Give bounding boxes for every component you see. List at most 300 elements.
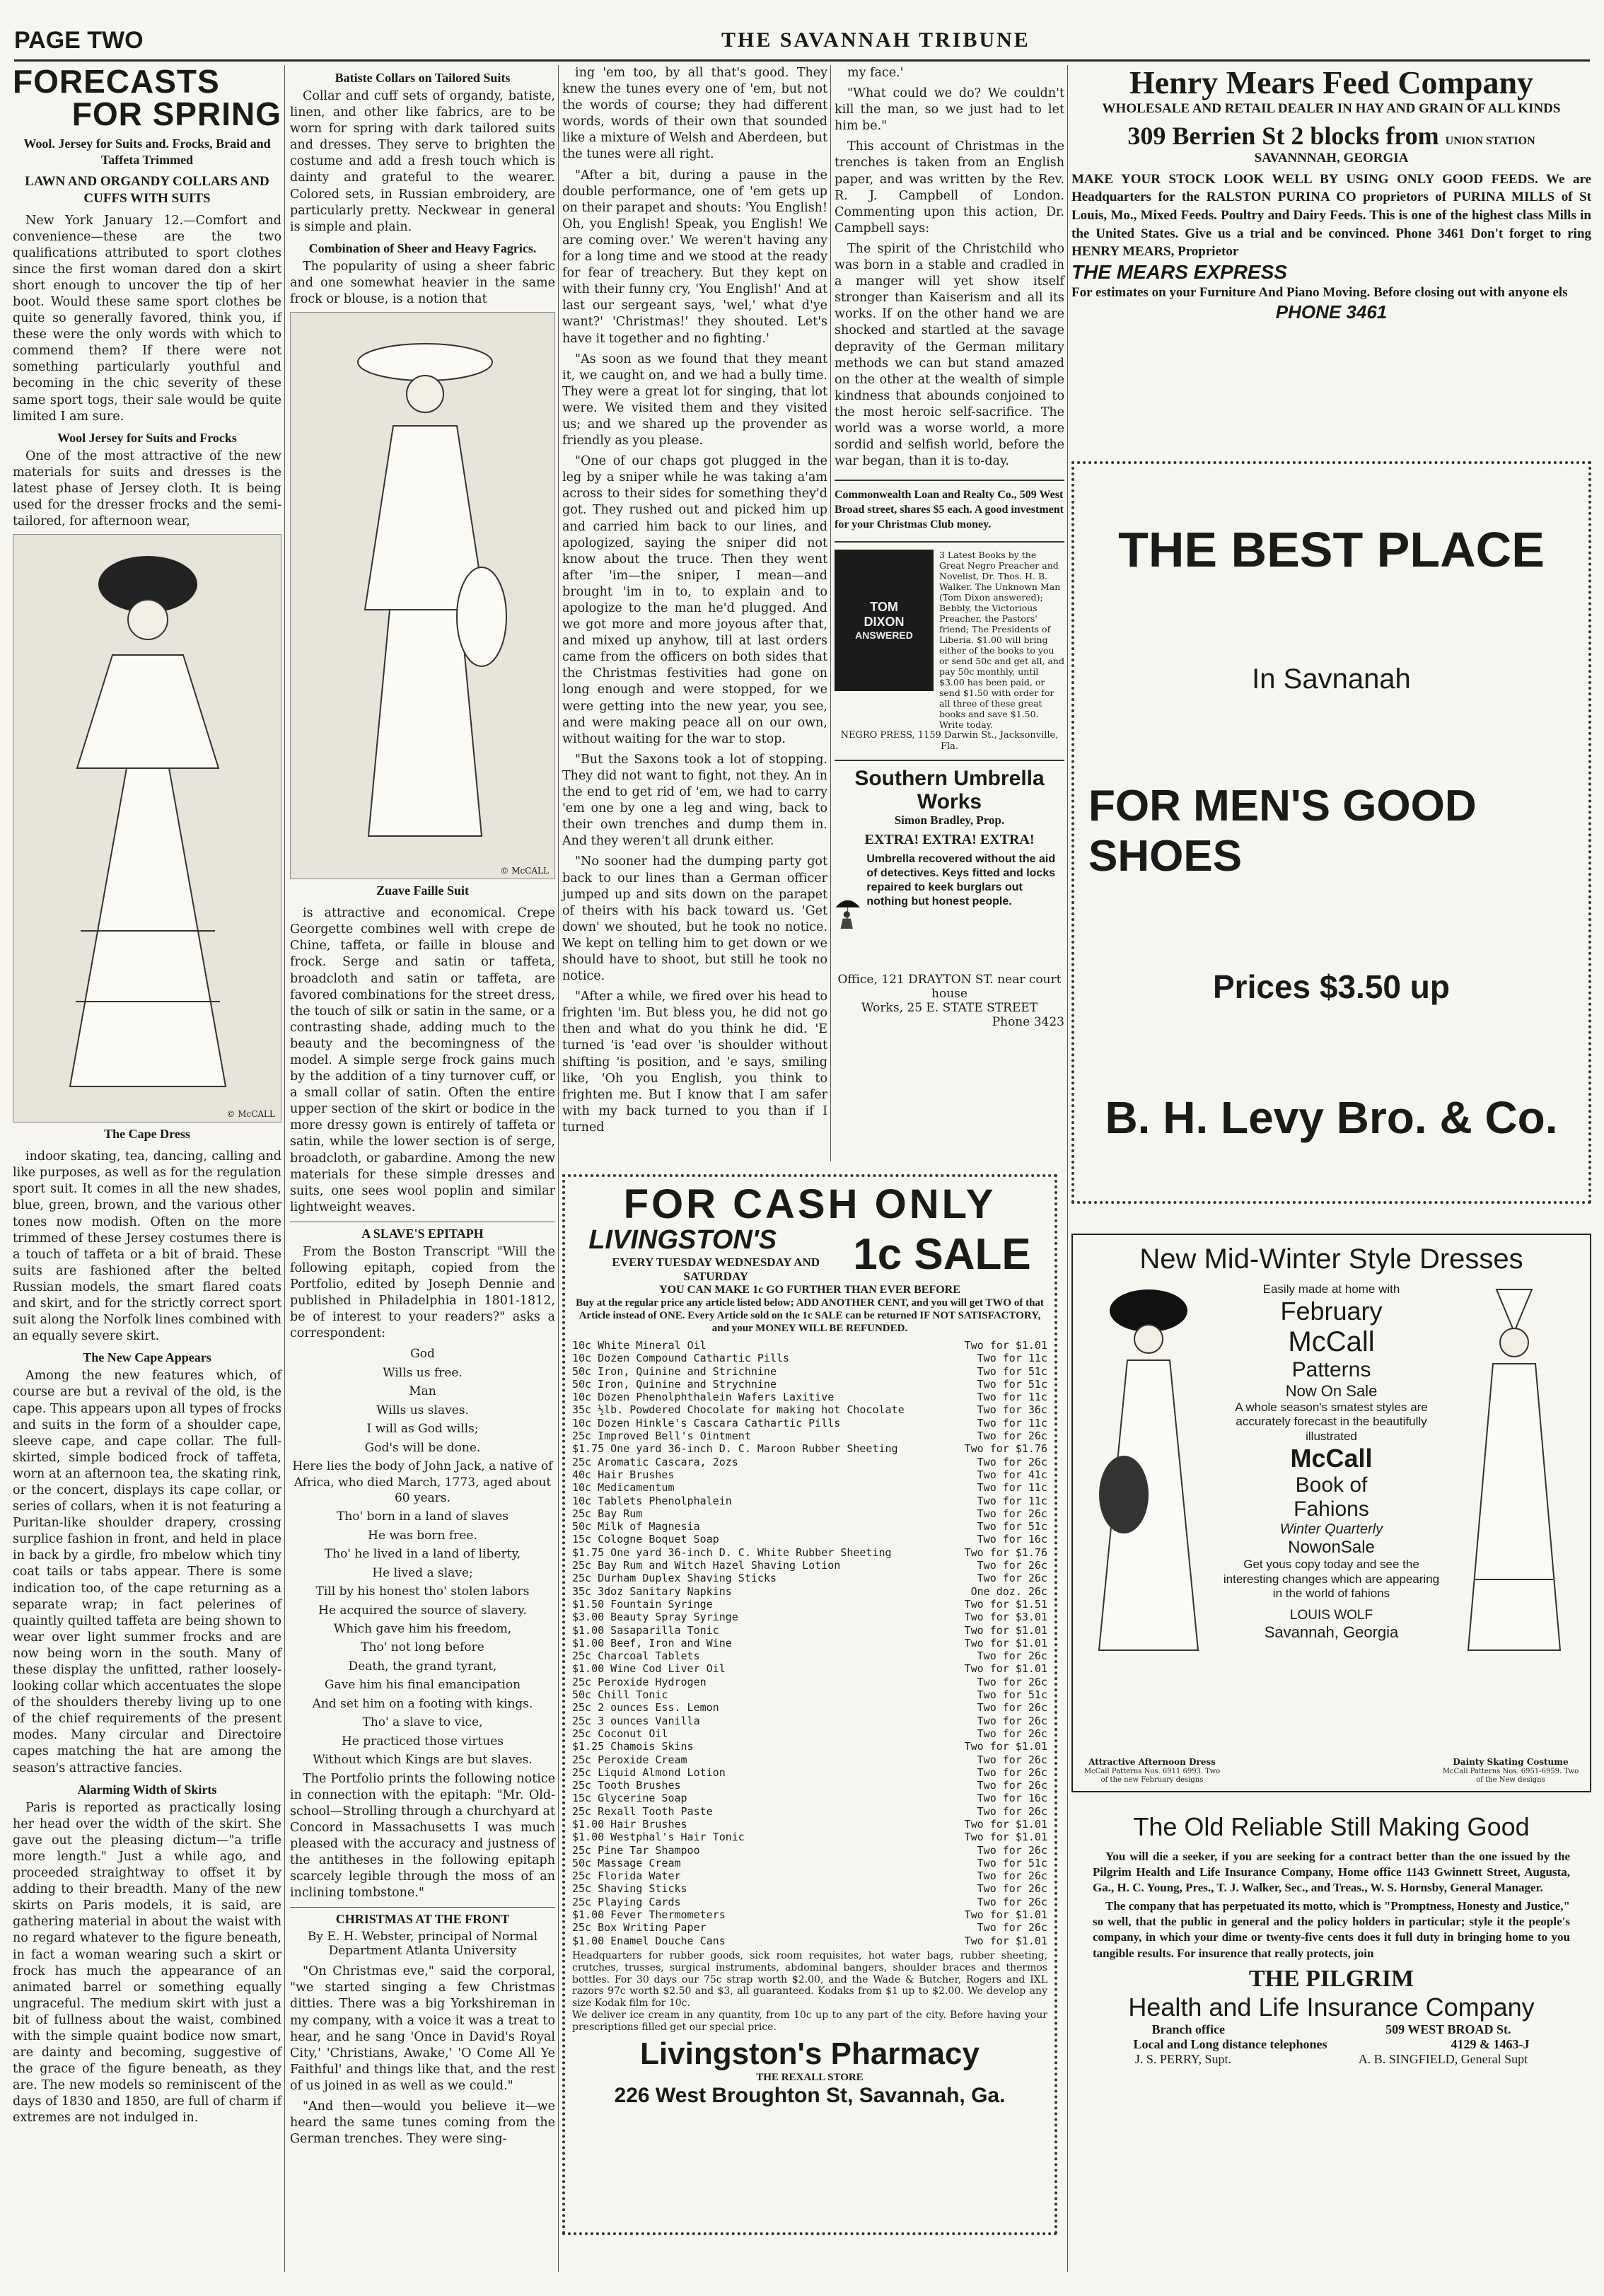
article-paragraph: "On Christmas eve," said the corporal, "we started singing a few Christmas ditties. There was a big Yorkshireman in my company, with a voice it was a treat to hear, and he sang 'Once in David's Royal City,' 'Christians, Awake,' 'O Come All Ye Faithful' and things like that, and the rest of us joined in as well as we could." (290, 1964, 555, 2093)
book-ad (835, 541, 1064, 730)
sale-item-row (572, 1688, 1047, 1701)
poem-line: God's will be done. (364, 1440, 481, 1455)
sale-item-row (572, 1365, 1047, 1378)
sale-item-price: Two for 26c (977, 1766, 1047, 1779)
column-rule (558, 65, 559, 2272)
poem-line: He was born free. (368, 1528, 477, 1543)
subheadline: Wool. Jersey for Suits and. Frocks, Braid and Taffeta Trimmed (23, 137, 271, 167)
levy-ad (1071, 461, 1591, 1204)
sale-item-row (572, 1869, 1047, 1882)
poem-line: And set him on a footing with kings. (312, 1696, 533, 1711)
poem-line: I will as God wills; (366, 1422, 479, 1437)
sale-item-name: 10c Dozen Hinkle's Cascara Cathartic Pills (572, 1416, 841, 1430)
article-paragraph: Among the new features which, of course are but a revival of the old, is the cape. This appears upon all types of frocks and suits in the form of a shoulder cape, sleeve cape, and cape collar. The full-skirted, simple bodiced frock of taffeta, worn at an afternoon tea, the skating rink, or the concert, displays its cape collar, or series of collars, when it is not featuring a Puritan-like shoulder drapery, crossing surplice fashion in front, and held in place in back by a girdle, fro mbelow which tiny coat tails or tabs appear. There is some indication too, of the cape returning as a separate wrap; in fact pelerines of quaintly quilted taffeta are being shown to wear over light summer frocks and are now being worn in the south. Many of these display the unfitted, rather loosely-looking collar which accentuates the slope of the shoulders thereby living up to one of the chief requirements of the present modes. Many circular and Directoire capes matching the hat are among the season's attractive fancies. (13, 1369, 281, 1775)
pharmacy-subtitle: THE REXALL STORE (756, 2071, 864, 2083)
loan-ad-text: Commonwealth Loan and Realty Co., 509 West Broad street, shares $5 each. A good investment for your Christmas Club money. (835, 489, 1064, 530)
sale-item-name: 40c Hair Brushes (572, 1468, 675, 1481)
sale-item-price: Two for 26c (977, 1869, 1047, 1883)
mccall-line: A whole season's smatest styles are accurately forecast in the beautifully illustrated (1235, 1401, 1428, 1443)
book-cover-line: ANSWERED (855, 629, 913, 641)
sale-item-name: 25c Aromatic Cascara, 2ozs (572, 1455, 738, 1468)
umbrella-proprietor: Simon Bradley, Prop. (894, 813, 1005, 828)
column-christmas (562, 65, 827, 1140)
sale-item-price: Two for 11c (977, 1416, 1047, 1430)
sale-item-list (572, 1339, 1047, 1947)
sale-item-price: Two for 26c (977, 1804, 1047, 1818)
sale-item-price: Two for $1.76 (964, 1442, 1047, 1456)
mccall-caption-right: Dainty Skating Costume (1453, 1757, 1569, 1768)
section-heading: Batiste Collars on Tailored Suits (335, 71, 511, 85)
article-paragraph: "After a bit, during a pause in the double performance, one of 'em gets up on their parapet and shouts: 'You English! Oh, you English! Speak, you English! We are coming over.' We weren't having any for a long time and we stood at the ready for fear of treachery. But they kept on with their funny cry, 'You English!' And at last our sergeant says, 'wel,' what d'ye want?' 'Christmas!' they shouted. Let's have it together and no fighting.' (562, 168, 827, 346)
sale-terms: Buy at the regular price any article listed below; ADD ANOTHER CENT, and you will get TWO of that Article instead of ONE. Every Article sold on the 1c SALE can be returned IF NOT SATISFACTORY, and your MONEY WILL BE REFUNDED. (576, 1297, 1044, 1334)
book-cover (835, 550, 934, 691)
pilgrim-supt: J. S. PERRY, Supt. (1134, 2051, 1232, 2066)
illustration-caption: Zuave Faille Suit (376, 883, 469, 898)
poem-line: Tho' born in a land of slaves (337, 1509, 508, 1524)
sale-footer: We deliver ice cream in any quantity, from 10c up to any part of the city. Before having your prescriptions filled get our special price. (572, 2009, 1047, 2033)
sale-item-row (572, 1662, 1047, 1675)
sale-item-price: Two for 16c (977, 1792, 1047, 1805)
pilgrim-paragraph: The company that has perpetuated its motto, which is "Promptness, Honesty and Justice," so well, that the public in general and the policy holders in particular; style it the people's company, in which your dime or twenty-five cents does it full duty in bringing home to you tangible results. For insurence that really protects, join (1093, 1899, 1570, 1960)
suit-figure-icon (291, 313, 554, 877)
pharmacy-name: Livingston's Pharmacy (640, 2036, 980, 2071)
sale-item-row (572, 1391, 1047, 1403)
sale-item-price: Two for 11c (977, 1481, 1047, 1495)
sale-item-row (572, 1572, 1047, 1584)
sale-item-price: Two for $1.01 (964, 1636, 1047, 1649)
mears-ad (1071, 65, 1591, 433)
article-paragraph: New York January 12.—Comfort and convenience—these are the two qualifications attributed to sport clothes since the first woman dared don a skirt short enough to uncover the tip of her boot. Would these same sport clothes be quite so generally favored, think you, if these were the only words with which to commend them? If there were not something particularly youthful and becoming in the chic severity of these same sport togs, their sale would be quite limited I am sure. (13, 213, 281, 424)
sale-item-price: Two for 36c (977, 1403, 1047, 1417)
section-heading: Combination of Sheer and Heavy Fagrics. (308, 240, 537, 255)
sale-item-row (572, 1598, 1047, 1611)
sale-item-name: 25c Playing Cards (572, 1895, 681, 1908)
mccall-text (1223, 1282, 1440, 1678)
mccall-line: Get yous copy today and see the interesting changes which are appearing in the world of fahions (1223, 1558, 1440, 1600)
pilgrim-paragraph: You will die a seeker, if you are seeking for a contract better than the one issued by the Pilgrim Health and Life Insurance Company, Home office 1143 Gwinnett Street, Augusta, Ga., H. C. Young, Pres., T. J. Walker, Sec., and Treas., W. S. Hornsby, General Manager. (1093, 1850, 1570, 1895)
sale-item-name: 50c Milk of Magnesia (572, 1520, 700, 1533)
poem-line: Death, the grand tyrant, (348, 1659, 497, 1674)
sale-item-price: Two for $1.51 (964, 1597, 1047, 1611)
pilgrim-company: Health and Life Insurance Company (1128, 1992, 1535, 2022)
article-paragraph: "After a while, we fired over his head to frighten 'im. But bless you, he did not go then and what do you think he did. 'E turned 'is 'ead over 'is shoulder without shifting 'is position, and 'e says, smiling like, 'Oh you English, you think to frighten me. But I know that I am safer with my back turned to you than if I turned (562, 990, 827, 1135)
mears-city: SAVANNNAH, GEORGIA (1254, 150, 1409, 166)
poem-line: Tho' not long before (361, 1640, 484, 1655)
cash-only-title: FOR CASH ONLY (623, 1181, 996, 1227)
sale-item-row (572, 1831, 1047, 1843)
mears-express: THE MEARS EXPRESS (1071, 260, 1287, 283)
mccall-line: Fahions (1294, 1497, 1369, 1521)
umbrella-office: Office, 121 DRAYTON ST. near court house (837, 973, 1062, 1002)
poem-line: Wills us slaves. (376, 1403, 469, 1417)
sale-item-price: Two for 11c (977, 1494, 1047, 1507)
sale-item-row (572, 1559, 1047, 1572)
pilgrim-ad (1071, 1812, 1591, 2067)
sale-item-name: 25c Peroxide Cream (572, 1753, 687, 1766)
sale-item-row (572, 1935, 1047, 1947)
article-paragraph: The spirit of the Christchild who was born in a stable and cradled in a manger will yet show itself stronger than Kaiserism and all its works. If on the other hand we are shocked and startled at the savage depravity of the German military methods we can but stand amazed on the other at the wealth of simple kindness that abounds conjoined to the most heroic self-sacrifice. The world was a worse world, a more sordid and selfish world, before the war began, than it is to-day. (835, 241, 1064, 469)
sale-item-name: 25c Peroxide Hydrogen (572, 1675, 707, 1688)
mccall-line: McCall (1288, 1326, 1375, 1357)
article-paragraph: The popularity of using a sheer fabric and one somewhat heavier in the same frock or blouse, is a notion that (290, 259, 555, 307)
sale-item-name: 25c Durham Duplex Shaving Sticks (572, 1572, 777, 1585)
sale-title: 1c SALE (853, 1230, 1031, 1279)
umbrella-works: Works, 25 E. STATE STREET (861, 1001, 1038, 1016)
sale-item-price: Two for 26c (977, 1559, 1047, 1572)
cape-dress-illustration (13, 534, 281, 1123)
mccall-line: Winter Quarterly (1279, 1521, 1383, 1538)
poem-line: Which gave him his freedom, (333, 1622, 512, 1637)
poem-line: Till by his honest tho' stolen labors (315, 1584, 530, 1599)
section-heading: CHRISTMAS AT THE FRONT (290, 1907, 555, 1927)
sale-item-name: 25c Bay Rum (572, 1507, 643, 1520)
sale-item-price: Two for 26c (977, 1507, 1047, 1520)
article-paragraph: my face.' (847, 66, 904, 80)
pilgrim-name: THE PILGRIM (1248, 1965, 1414, 1992)
article-paragraph: "And then—would you believe it—we heard the same tunes coming from the German trenches. They were sing- (290, 2099, 555, 2147)
mccall-caption-right-sub: McCall Patterns Nos. 6951-6959. Two of the New designs (1442, 1768, 1579, 1784)
sale-item-row (572, 1649, 1047, 1662)
sale-item-row (572, 1637, 1047, 1649)
sale-item-price: Two for 26c (977, 1843, 1047, 1857)
sale-item-row (572, 1792, 1047, 1804)
poem-line: Here lies the body of John Jack, a native of Africa, who died March, 1773, aged about 60 years. (292, 1459, 553, 1505)
subheadline-collars: LAWN AND ORGANDY COLLARS AND CUFFS WITH SUITS (25, 174, 269, 206)
livingston-sale-ad (562, 1174, 1057, 2235)
sale-item-name: $1.00 Sasaparilla Tonic (572, 1623, 719, 1637)
book-publisher: NEGRO PRESS, 1159 Darwin St., Jacksonville, Fla. (840, 729, 1059, 752)
sale-footer: Headquarters for rubber goods, sick room requisites, hot water bags, rubber sheeting, crutches, trusses, surgical instruments, abdominal bangers, shoulder braces and thermos bottles. For 30 days our 75c strap worth $2.00, and the Wade & Butcher, Rogers and IXL razors 97c worth $2.50 and $3, all guaranteed. Kodaks from $1 up to $2.00. We develop any size Kodak film for 10c. (572, 1949, 1047, 2010)
article-paragraph: "No sooner had the dumping party got back to our lines than a German officer jumped up and sits down on the parapet of theirs with his back toward us. 'Get down' we shouted, but he took no notice. We kept on telling him to get down or we should have to shoot, but still he took no notice. (562, 854, 827, 984)
sale-item-row (572, 1339, 1047, 1352)
poem-line: Tho' he lived in a land of liberty, (324, 1547, 521, 1562)
sale-item-row (572, 1882, 1047, 1895)
sale-item-price: Two for 16c (977, 1533, 1047, 1546)
sale-item-name: 25c 2 ounces Ess. Lemon (572, 1701, 719, 1715)
book-cover-line: DIXON (864, 614, 905, 629)
sale-item-name: 25c Coconut Oil (572, 1727, 668, 1740)
sale-item-row (572, 1533, 1047, 1546)
sale-item-price: Two for $1.01 (964, 1831, 1047, 1844)
article-paragraph: "What could we do? We couldn't kill the man, so we just had to let him be." (835, 86, 1064, 134)
sale-item-price: Two for $1.01 (964, 1339, 1047, 1352)
illustration-caption: The Cape Dress (104, 1127, 190, 1142)
sale-item-row (572, 1701, 1047, 1714)
sale-item-name: 25c 3 ounces Vanilla (572, 1714, 700, 1727)
sale-item-name: 25c Improved Bell's Ointment (572, 1430, 751, 1443)
sale-item-name: 35c ½lb. Powdered Chocolate for making hot Chocolate (572, 1403, 905, 1417)
sale-item-name: 10c Dozen Phenolphthalein Wafers Laxitive (572, 1391, 835, 1404)
sale-item-row (572, 1753, 1047, 1766)
section-heading: The New Cape Appears (83, 1350, 211, 1365)
sale-item-row (572, 1624, 1047, 1637)
sale-item-price: Two for 26c (977, 1455, 1047, 1468)
umbrella-phone: Phone 3423 (992, 1015, 1064, 1030)
mears-station: UNION STATION (1445, 134, 1535, 147)
levy-store: B. H. Levy Bro. & Co. (1105, 1092, 1558, 1144)
book-ad-text: 3 Latest Books by the Great Negro Preacher and Novelist, Dr. Thos. H. B. Walker. The Unknown Man (Tom Dixon answered); Bebbly, the Victorious Preacher, the Pastors' friend; The Presidents of Liberia. $1.00 will bring either of the books to you or send 50c and get all, and pay 50c monthly, until $3.00 has been paid, or send $1.50 with order for all three of these great books and save $1.50. Write today. (939, 549, 1064, 730)
mccall-line: Savannah, Georgia (1264, 1623, 1399, 1642)
pilgrim-title: The Old Reliable Still Making Good (1133, 1812, 1530, 1841)
sale-item-name: 50c Iron, Quinine and Strichnine (572, 1364, 777, 1378)
sale-item-name: 10c White Mineral Oil (572, 1339, 707, 1352)
mccall-line: NowonSale (1288, 1538, 1375, 1558)
sale-item-name: $1.50 Fountain Syringe (572, 1597, 713, 1611)
mears-body: MAKE YOUR STOCK LOOK WELL BY USING ONLY GOOD FEEDS. We are Headquarters for the RALSTON PURINA CO proprietors of PURINA MILLS of St Louis, Mo., Mixed Feeds. Poultry and Dairy Feeds. This is one of the highest class Mills in the United States. Give us a trial and be convinced. Phone 3461 Don't forget to ring HENRY MEARS, Proprietor (1071, 171, 1591, 260)
sale-item-row (572, 1805, 1047, 1818)
sale-days: EVERY TUESDAY WEDNESDAY AND SATURDAY (612, 1256, 820, 1283)
levy-line: In Savnanah (1252, 663, 1411, 695)
levy-line: Prices $3.50 up (1213, 968, 1450, 1005)
sale-item-row (572, 1844, 1047, 1857)
mccall-line: LOUIS WOLF (1289, 1608, 1373, 1623)
sale-item-row (572, 1520, 1047, 1533)
article-paragraph: Paris is reported as practically losing her head over the width of the skirt. She gave out the pleasing dictum—"a trifle more length." Just a while ago, and proceeded straightway to offset it by adding to their breadth. Many of the new skirts on Paris models, it is said, are gathering material in about the waist with no regard whatever to the figure beneath, in fact a woman wearing such a skirt or frock has much the appearance of an animated barrel or something equally ungraceful. The medium skirt with just a bit of fullness about the waist, combined with the simple quaint bodice now smart, are dainty and becoming, suggestive of the grace of the figure beneath, as they are. The new models so reminiscent of the days of 1830 and 1850, are full of charm if extremes are not indulged in. (13, 1800, 281, 2126)
levy-line: THE BEST PLACE (1118, 521, 1545, 577)
sale-item-row (572, 1481, 1047, 1494)
sale-item-row (572, 1857, 1047, 1869)
illustration-credit: © McCALL (500, 866, 549, 876)
mccall-line: Book of (1295, 1473, 1368, 1497)
headline-for-spring: FOR SPRING (71, 95, 281, 132)
mccall-line: Easily made at home with (1262, 1282, 1400, 1296)
column-christmas-end (835, 65, 1064, 1029)
sale-item-name: $1.00 Beef, Iron and Wine (572, 1636, 732, 1649)
article-paragraph: "But the Saxons took a lot of stopping. They did not want to fight, not they. An in the end to get rid of 'em, we had to carry 'em one by one a leg and wing, back to their own trenches and dump them in. And they weren't all drunk either. (562, 752, 827, 849)
article-byline: By E. H. Webster, principal of Normal Department Atlanta University (307, 1930, 538, 1959)
sale-item-price: Two for 26c (977, 1572, 1047, 1585)
sale-item-row (572, 1468, 1047, 1481)
column-ads (1071, 65, 1591, 2067)
pilgrim-phones: 4129 & 1463-J (1451, 2036, 1530, 2051)
sale-item-name: 50c Iron, Quinine and Strychnine (572, 1377, 777, 1391)
mears-line: WHOLESALE AND RETAIL DEALER IN HAY AND GRAIN OF ALL KINDS (1102, 100, 1561, 116)
sale-item-price: Two for 26c (977, 1675, 1047, 1688)
sale-item-price: Two for 11c (977, 1391, 1047, 1404)
column-rule (284, 65, 285, 2272)
article-paragraph: Collar and cuff sets of organdy, batiste, linen, and other like fabrics, are to be worn for spring with dark tailored suits and dresses. They serve to brighten the costume and add a fresh touch which is dainty and grateful to the wearer. Colored sets, in Russian embroidery, are particularly pretty. Neckwear in general is simple and plain. (290, 89, 555, 234)
article-paragraph: The Portfolio prints the following notice in connection with the epitaph: "Mr. Old-school—Strolling through a churchyard at Concord in Massachusetts I was much pleased with the accuracy and justness of the antitheses in the following epitaph scarcely legible through the moss of an inclining tombstone." (290, 1771, 555, 1901)
poem-line: Wills us free. (383, 1365, 463, 1380)
sale-item-name: 35c 3doz Sanitary Napkins (572, 1584, 732, 1598)
sale-item-price: Two for 26c (977, 1649, 1047, 1663)
pilgrim-branch-address: 509 WEST BROAD St. (1385, 2022, 1511, 2036)
umbrella-icon (835, 852, 861, 973)
sale-item-price: Two for 26c (977, 1921, 1047, 1935)
sale-item-row (572, 1611, 1047, 1623)
mccall-caption-left-sub: McCall Patterns Nos. 6911 6993. Two of the new February designs (1083, 1768, 1221, 1784)
sale-item-name: 10c Tablets Phenolphalein (572, 1494, 732, 1507)
poem-line: He acquired the source of slavery. (318, 1603, 527, 1618)
poem-line: He practiced those virtues (341, 1734, 504, 1749)
sale-item-price: Two for $1.01 (964, 1934, 1047, 1947)
sale-item-price: Two for $1.01 (964, 1740, 1047, 1753)
article-paragraph: "One of our chaps got plugged in the leg by a sniper while he was taking a'am across to their sides for something they'd got. They rushed out and picked him up and carried him back to our lines, and apologized, saying the sniper did not know about the truce. Then they went after 'im—the sniper, I mean—and brought 'im in to, to explain and to apologize to the man he'd plugged. And we got more and more joyous after that, and mixed up anyhow, till at last orders came from the officers on both sides that the Christmas festivities had gone on long enough and were stopped, for we were getting into the new year, you see, and were making peace all on our own, without waiting for the war to stop. (562, 454, 827, 746)
sale-item-row (572, 1921, 1047, 1934)
pilgrim-phones-label: Local and Long distance telephones (1133, 2036, 1327, 2051)
sale-item-row (572, 1727, 1047, 1740)
sale-item-name: 15c Cologne Boquet Soap (572, 1533, 719, 1546)
mccall-ad (1071, 1234, 1591, 1792)
umbrella-extra: EXTRA! EXTRA! EXTRA! (864, 832, 1035, 848)
mears-phone: PHONE 3461 (1275, 301, 1388, 323)
sale-item-name: $1.75 One yard 36-inch D. C. Maroon Rubber Sheeting (572, 1442, 898, 1456)
sale-item-price: Two for 51c (977, 1520, 1047, 1533)
sale-item-row (572, 1507, 1047, 1520)
sale-item-row (572, 1779, 1047, 1792)
sale-item-row (572, 1740, 1047, 1753)
sale-item-row (572, 1585, 1047, 1598)
sale-item-row (572, 1546, 1047, 1559)
sale-item-name: 25c Bay Rum and Witch Hazel Shaving Lotion (572, 1559, 841, 1572)
poem-line: Man (409, 1384, 436, 1399)
sale-item-name: 10c Dozen Compound Cathartic Pills (572, 1352, 790, 1365)
sale-item-row (572, 1456, 1047, 1468)
section-heading: Wool Jersey for Suits and Frocks (57, 430, 237, 445)
sale-item-name: 50c Massage Cream (572, 1856, 681, 1869)
sale-item-name: $1.00 Wine Cod Liver Oil (572, 1662, 726, 1676)
poem-line: He lived a slave; (372, 1565, 473, 1580)
sale-item-name: 25c Box Writing Paper (572, 1921, 707, 1935)
book-cover-line: TOM (870, 599, 898, 614)
sale-item-price: Two for $1.01 (964, 1662, 1047, 1676)
poem-line: Gave him his final emancipation (324, 1678, 521, 1693)
sale-item-price: Two for 51c (977, 1688, 1047, 1702)
poem-line: Tho' a slave to vice, (362, 1715, 483, 1730)
article-paragraph: One of the most attractive of the new materials for suits and dresses is the latest phase of Jersey cloth. It is being used for the dresser frocks and the semi-tailored, for afternoon wear, (13, 448, 281, 529)
sale-item-name: $1.00 Fever Thermometers (572, 1908, 726, 1922)
pilgrim-branch-label: Branch office (1151, 2022, 1226, 2036)
sale-line: YOU CAN MAKE 1c GO FURTHER THAN EVER BEFORE (659, 1284, 960, 1296)
mears-body-2: For estimates on your Furniture And Piano Moving. Before closing out with anyone els (1071, 284, 1568, 300)
sale-item-name: 25c Tooth Brushes (572, 1779, 681, 1792)
sale-item-price: Two for $1.01 (964, 1623, 1047, 1637)
sale-item-name: 15c Glycerine Soap (572, 1792, 687, 1805)
sale-item-row (572, 1417, 1047, 1430)
sale-item-price: Two for 26c (977, 1753, 1047, 1766)
umbrella-description: Umbrella recovered without the aid of detectives. Keys fitted and locks repaired to keek burglars out nothing but honest people. (866, 853, 1056, 908)
sale-item-name: 25c Liquid Almond Lotion (572, 1766, 726, 1779)
sale-item-price: Two for 41c (977, 1468, 1047, 1481)
sale-item-name: $1.00 Hair Brushes (572, 1817, 687, 1831)
illustration-credit: © McCALL (226, 1109, 275, 1120)
levy-line: FOR MEN'S GOOD SHOES (1088, 782, 1477, 881)
sale-item-name: 25c Rexall Tooth Paste (572, 1804, 713, 1818)
page-number: PAGE TWO (14, 27, 144, 54)
poem-line: God (410, 1347, 435, 1362)
mears-title: Henry Mears Feed Company (1129, 64, 1534, 100)
sale-item-price: Two for 51c (977, 1856, 1047, 1869)
article-paragraph: indoor skating, tea, dancing, calling and like purposes, as well as for the regulation sport suit. It comes in all the new shades, blue, green, brown, and the various other tones now modish. Often on the more trimmed of these Jersey costumes there is a touch of taffeta or a bit of braid. These suits are fashioned after the belted Russian models, the smart flared coats and skirt, and for the strictly correct sport suit along the Norfolk lines combined with an equally severe skirt. (13, 1149, 281, 1344)
mccall-caption-left: Attractive Afternoon Dress (1088, 1757, 1216, 1768)
article-paragraph: ing 'em too, by all that's good. They knew the tunes every one of 'em, but not the words of course; they had different words, words of their own that sounded like a mixture of Welsh and Aberdeen, but the tunes were all right. (562, 66, 827, 162)
sale-item-price: Two for 26c (977, 1895, 1047, 1908)
sale-item-name: $1.00 Westphal's Hair Tonic (572, 1831, 745, 1844)
sale-item-name: $1.75 One yard 36-inch D. C. White Rubber Sheeting (572, 1546, 892, 1559)
umbrella-title: Southern Umbrella Works (854, 767, 1045, 814)
sale-item-row (572, 1430, 1047, 1442)
sale-item-price: Two for $1.01 (964, 1908, 1047, 1922)
skating-costume-icon (1447, 1282, 1581, 1678)
column-rule (830, 65, 831, 1161)
column-rule (1067, 65, 1068, 2272)
sale-item-price: Two for 26c (977, 1430, 1047, 1443)
sale-item-price: Two for $1.01 (964, 1817, 1047, 1831)
pharmacy-address: 226 West Broughton St, Savannah, Ga. (614, 2083, 1006, 2107)
sale-item-price: Two for 26c (977, 1882, 1047, 1896)
umbrella-ad (835, 760, 1064, 1029)
sale-item-price: Two for 26c (977, 1701, 1047, 1715)
loan-ad (835, 480, 1064, 532)
section-heading: A SLAVE'S EPITAPH (290, 1222, 555, 1241)
sale-item-name: 25c Pine Tar Shampoo (572, 1843, 700, 1857)
store-name: LIVINGSTON'S (588, 1225, 777, 1255)
mccall-line: February (1280, 1297, 1383, 1326)
newspaper-title: THE SAVANNAH TRIBUNE (721, 28, 1030, 52)
sale-item-row (572, 1715, 1047, 1727)
sale-item-name: $1.25 Chamois Skins (572, 1740, 694, 1753)
sale-item-price: Two for 51c (977, 1377, 1047, 1391)
sale-item-row (572, 1896, 1047, 1908)
sale-item-row (572, 1676, 1047, 1688)
sale-item-row (572, 1378, 1047, 1391)
sale-item-price: One doz. 26c (970, 1584, 1047, 1598)
dress-figure-icon (13, 535, 281, 1120)
sale-item-price: Two for 11c (977, 1352, 1047, 1365)
sale-item-name: 50c Chill Tonic (572, 1688, 668, 1702)
column-fashion-2 (290, 65, 555, 2152)
article-paragraph: "As soon as we found that they meant it, we caught on, and we had a bully time. They were a great lot for singing, that lot were. We visited them and they visited us; and we shared up the provender as friendly as you please. (562, 352, 827, 448)
sale-item-price: Two for $1.76 (964, 1546, 1047, 1559)
article-paragraph: This account of Christmas in the trenches is taken from an English paper, and was written by the Rev. R. J. Campbell of London. Commenting upon this action, Dr. Campbell says: (835, 139, 1064, 236)
sale-item-row (572, 1766, 1047, 1779)
sale-item-price: Two for 51c (977, 1364, 1047, 1378)
sale-item-row (572, 1442, 1047, 1455)
mears-address: 309 Berrien St 2 blocks from (1127, 121, 1439, 150)
sale-item-name: 10c Medicamentum (572, 1481, 675, 1495)
sale-item-price: Two for 26c (977, 1727, 1047, 1740)
mccall-line: McCall (1290, 1444, 1373, 1473)
article-paragraph: is attractive and economical. Crepe Georgette combines well with crepe de Chine, taffeta, or faille in blouse and frock. Serge and satin or taffeta, broadcloth and satin or taffeta, are favored combinations for the street dress, the touch of silk or satin in the same, or a contrasting shade, adding much to the beauty and the becomingness of the model. A simple serge frock gains much by the addition of a tiny turnover cuff, or a small collar of satin. Often the entire upper section of the skirt or bodice in the more dressy gown is entirely of taffeta or satin, while the lower section is of serge, broadcloth, or gabardine. Among the new materials for these simple dresses and suits, one sees wool poplin and similar lightweight weaves. (290, 906, 555, 1214)
sale-item-name: 25c Charcoal Tablets (572, 1649, 700, 1663)
pilgrim-general-supt: A. B. SINGFIELD, General Supt (1358, 2051, 1528, 2066)
epitaph-poem (290, 1346, 555, 1768)
sale-item-row (572, 1818, 1047, 1831)
sale-item-name: 25c Florida Water (572, 1869, 681, 1883)
sale-item-price: Two for 26c (977, 1779, 1047, 1792)
article-paragraph: From the Boston Transcript "Will the following epitaph, copied from the Portfolio, edited by Joseph Dennie and published in Philadelphia in 1801-1812, be of interest to your readers?" asks a correspondent: (290, 1244, 555, 1341)
poem-line: Without which Kings are but slaves. (313, 1753, 533, 1768)
sale-item-row (572, 1495, 1047, 1507)
masthead (14, 27, 1590, 62)
sale-item-name: $1.00 Enamel Douche Cans (572, 1934, 726, 1947)
sale-item-row (572, 1403, 1047, 1416)
mccall-line: Patterns (1291, 1358, 1371, 1381)
sale-item-price: Two for 26c (977, 1714, 1047, 1727)
sale-item-name: 25c Shaving Sticks (572, 1882, 687, 1896)
sale-item-row (572, 1352, 1047, 1364)
mccall-line: Now On Sale (1285, 1382, 1378, 1400)
mccall-title: New Mid-Winter Style Dresses (1139, 1243, 1523, 1275)
headline-forecasts: FORECASTS (13, 63, 220, 100)
sale-item-price: Two for $3.01 (964, 1611, 1047, 1624)
section-heading: Alarming Width of Skirts (77, 1782, 217, 1797)
sale-item-row (572, 1908, 1047, 1921)
column-fashion (13, 65, 281, 2131)
afternoon-dress-icon (1081, 1282, 1216, 1678)
zuave-suit-illustration (290, 312, 555, 879)
sale-item-name: $3.00 Beauty Spray Syringe (572, 1611, 738, 1624)
